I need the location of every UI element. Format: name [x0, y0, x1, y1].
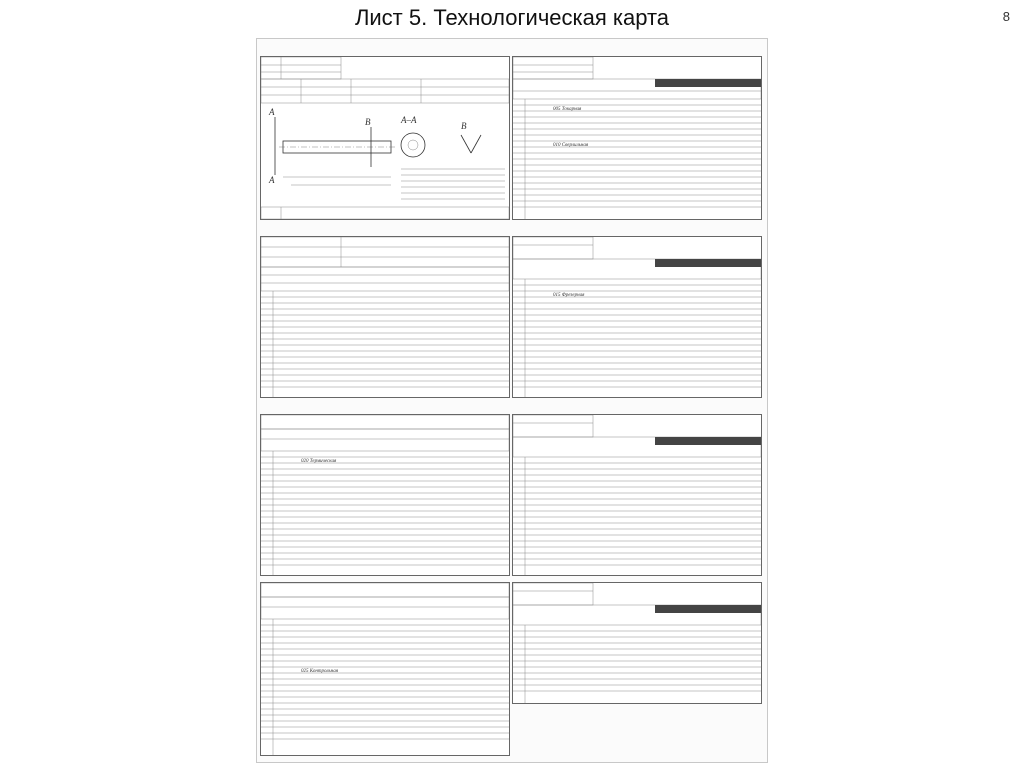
section-label: А–А: [401, 115, 417, 125]
route-sheet-5-svg: [513, 415, 761, 575]
operation-milling: 015 Фрезерная: [553, 293, 585, 298]
route-sheet-4-svg: [261, 415, 509, 575]
operation-drilling: 010 Сверлильная: [553, 143, 589, 148]
route-sheet-1: [512, 56, 762, 220]
route-sheet-1-svg: [513, 57, 761, 219]
operation-turning: 005 Токарная: [553, 107, 582, 112]
cut-label-b: В: [365, 117, 371, 127]
route-sheet-3: [512, 236, 762, 398]
drawing-sheet: [260, 56, 510, 220]
slide-title: Лист 5. Технологическая карта: [354, 5, 670, 30]
route-sheet-2: [260, 236, 510, 398]
route-sheet-7-svg: [513, 583, 761, 703]
route-sheet-5: [512, 414, 762, 576]
view-label: В: [461, 121, 467, 131]
route-sheet-4: [260, 414, 510, 576]
route-sheet-6: [260, 582, 510, 756]
route-sheet-3-svg: [513, 237, 761, 397]
cut-label-a-bottom: А: [269, 175, 275, 185]
route-sheet-7: [512, 582, 762, 704]
cut-label-a-top: А: [269, 107, 275, 117]
operation-control: 025 Контрольная: [301, 669, 339, 674]
route-sheet-6-svg: [261, 583, 509, 755]
slide-number: 8: [1002, 9, 1010, 24]
drawing-sheet-svg: [261, 57, 509, 219]
route-sheet-2-svg: [261, 237, 509, 397]
operation-thermal: 020 Термическая: [301, 459, 337, 464]
